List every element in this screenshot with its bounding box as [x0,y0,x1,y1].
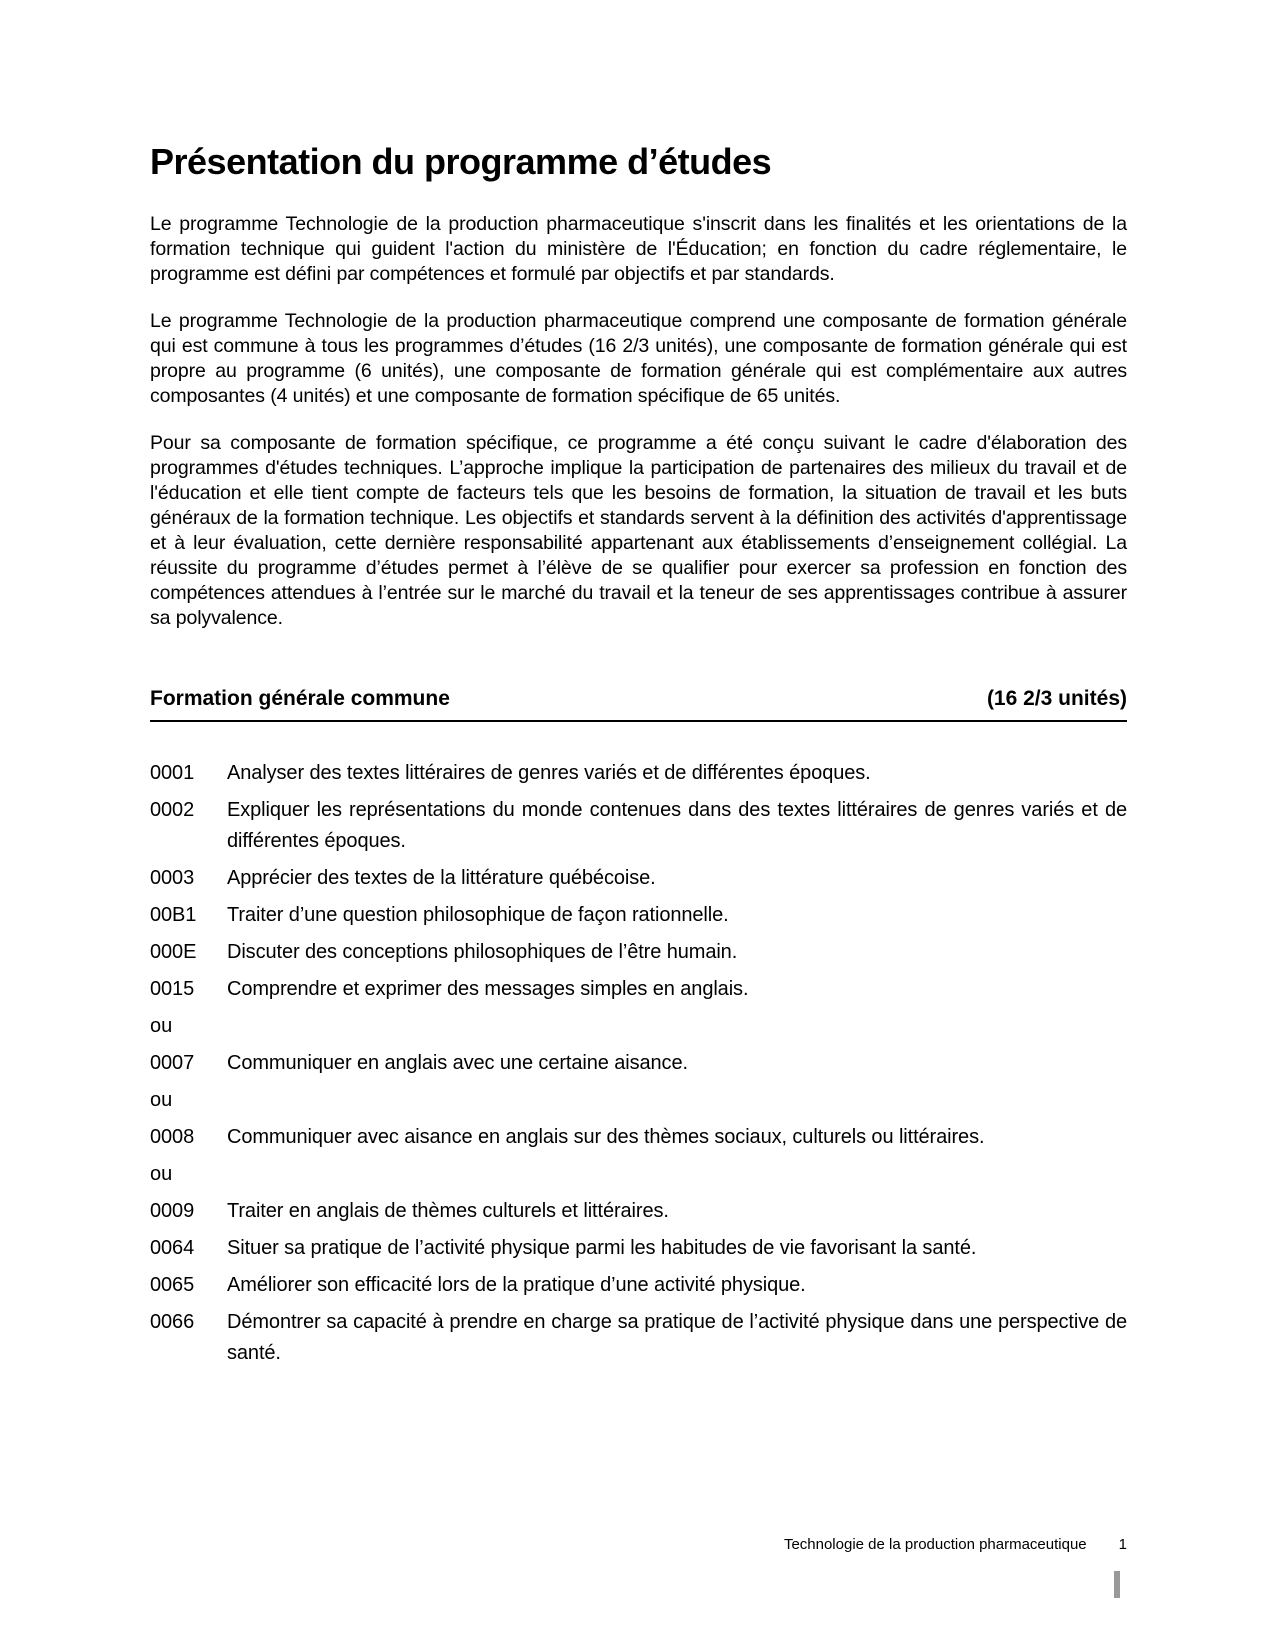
objective-row [150,1233,1127,1264]
objective-code: 0064 [150,1237,195,1259]
objective-text: Analyser des textes littéraires de genres variés et de différentes époques. [227,762,871,784]
objective-text: Améliorer son efficacité lors de la pratique d’une activité physique. [227,1274,806,1296]
objective-row [150,758,1127,789]
objective-text: Traiter en anglais de thèmes culturels et littéraires. [227,1200,669,1222]
objective-code: 00B1 [150,904,197,926]
page-footer [784,1536,1127,1554]
objective-row [150,974,1127,1005]
objective-row [150,863,1127,894]
objective-text: Apprécier des textes de la littérature québécoise. [227,867,656,889]
intro-paragraph-3: Pour sa composante de formation spécifique, ce programme a été conçu suivant le cadre d'élaboration des programmes d'études techniques. L’approche implique la participation de partenaires des milieux du travail et de l'éducation et elle tient compte de facteurs tels que les besoins de formation, la situation de travail et les buts généraux de la formation technique. Les objectifs et standards servent à la définition des activités d'apprentissage et à leur évaluation, cette dernière responsabilité appartenant aux établissements d’enseignement collégial. La réussite du programme d’études permet à l’élève de se qualifier pour exercer sa profession en fonction des compétences attendues à l’entrée sur le marché du travail et la teneur de ses apprentissages contribue à assurer sa polyvalence. [150,432,1127,629]
or-separator: ou [150,1089,173,1111]
objective-text: Discuter des conceptions philosophiques de l’être humain. [227,941,738,963]
objective-row [150,1196,1127,1227]
intro-paragraph-1: Le programme Technologie de la production pharmaceutique s'inscrit dans les finalités et les orientations de la formation technique qui guident l'action du ministère de l'Éducation; en fonction du cadre réglementaire, le programme est défini par compétences et formulé par objectifs et par standards. [150,213,1127,285]
objective-code: 0015 [150,978,195,1000]
section-header [150,687,1127,722]
objective-code: 0007 [150,1052,195,1074]
footer-title: Technologie de la production pharmaceutique [783,1536,1087,1553]
objective-text: Situer sa pratique de l’activité physique parmi les habitudes de vie favorisant la santé. [227,1237,977,1259]
objective-text: Expliquer les représentations du monde contenues dans des textes littéraires de genres variés et de différentes époques. [227,799,1127,852]
page-title: Présentation du programme d’études [150,141,772,182]
or-separator: ou [150,1015,173,1037]
objective-text: Communiquer en anglais avec une certaine aisance. [227,1052,688,1074]
objective-row [150,900,1127,931]
objective-code: 0065 [150,1274,195,1296]
page-number: 1 [1118,1536,1127,1553]
objective-row [150,1270,1127,1301]
objective-code: 0009 [150,1200,195,1222]
objective-row [150,795,1127,857]
or-separator: ou [150,1163,173,1185]
objective-code: 0008 [150,1126,195,1148]
objective-code: 0002 [150,799,195,821]
objective-row [150,937,1127,968]
document-content [150,0,1127,1375]
objective-row [150,1307,1127,1369]
objective-text: Communiquer avec aisance en anglais sur des thèmes sociaux, culturels ou littéraires. [227,1126,985,1148]
objective-code: 0003 [150,867,195,889]
section-units: (16 2/3 unités) [986,687,1127,710]
objective-text: Comprendre et exprimer des messages simples en anglais. [227,978,749,1000]
section-title: Formation générale commune [150,687,450,710]
objective-row [150,1048,1127,1079]
intro-paragraph-2: Le programme Technologie de la production pharmaceutique comprend une composante de formation générale qui est commune à tous les programmes d’études (16 2/3 unités), une composante de formation générale qui est propre au programme (6 unités), une composante de formation générale qui est complémentaire aux autres composantes (4 unités) et une composante de formation spécifique de 65 unités. [150,310,1127,407]
objective-text: Démontrer sa capacité à prendre en charge sa pratique de l’activité physique dans une perspective de santé. [227,1311,1127,1364]
objective-code: 0066 [150,1311,195,1333]
objective-row [150,1122,1127,1153]
gray-bar-marker [1114,1571,1120,1598]
objective-code: 0001 [150,762,195,784]
objective-text: Traiter d’une question philosophique de façon rationnelle. [227,904,729,926]
objectives-list [150,758,1127,1369]
objective-code: 000E [150,941,197,963]
